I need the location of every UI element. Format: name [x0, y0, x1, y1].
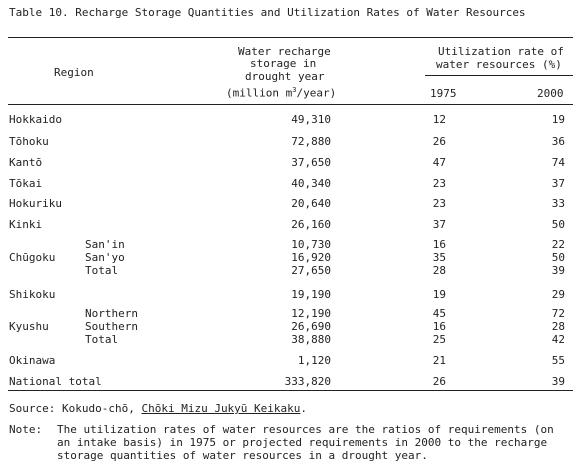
rate-1975-value: 25 [432, 333, 446, 346]
region-name: Tōkai [9, 177, 43, 190]
storage-header-line-3: drought year [245, 70, 325, 83]
rate-2000-value: 50 [551, 218, 565, 231]
rate-1975-value: 37 [432, 218, 446, 231]
rate-2000-value: 22 [551, 238, 565, 251]
rate-2000-value: 33 [551, 197, 565, 210]
storage-value: 26,690 [291, 320, 331, 333]
region-name: Hokuriku [9, 197, 62, 210]
rate-1975-value: 19 [432, 288, 446, 301]
year-1975-header: 1975 [430, 87, 457, 100]
region-header: Region [54, 66, 94, 79]
subregion-name: Total [85, 333, 119, 346]
region-name: Kantō [9, 156, 43, 169]
rate-2000-value: 29 [551, 288, 565, 301]
top-rule [8, 37, 573, 38]
bottom-rule [8, 390, 573, 391]
storage-value: 72,880 [291, 135, 331, 148]
region-name: Kyushu [9, 320, 49, 333]
rate-2000-value: 39 [551, 375, 565, 388]
storage-value: 19,190 [291, 288, 331, 301]
note-label: Note: [9, 423, 43, 436]
utilization-header-rule [425, 75, 573, 76]
note-line-2: an intake basis) in 1975 or projected requirements in 2000 to the recharge [57, 436, 548, 449]
storage-value: 37,650 [291, 156, 331, 169]
storage-value: 16,920 [291, 251, 331, 264]
subregion-name: San'yo [85, 251, 125, 264]
subregion-name: San'in [85, 238, 125, 251]
storage-value: 12,190 [291, 307, 331, 320]
storage-value: 49,310 [291, 113, 331, 126]
storage-value: 333,820 [284, 375, 331, 388]
rate-1975-value: 23 [432, 177, 446, 190]
rate-2000-value: 42 [551, 333, 565, 346]
year-2000-header: 2000 [537, 87, 564, 100]
utilization-header-line-2: water resources (%) [436, 58, 562, 71]
note-line-3: storage quantities of water resources in a drought year. [57, 449, 428, 462]
rate-2000-value: 74 [551, 156, 565, 169]
header-rule [8, 104, 573, 105]
storage-header-line-1: Water recharge [238, 45, 331, 58]
storage-value: 26,160 [291, 218, 331, 231]
rate-1975-value: 47 [432, 156, 446, 169]
rate-1975-value: 12 [432, 113, 446, 126]
region-name: Tōhoku [9, 135, 49, 148]
table-title: Table 10. Recharge Storage Quantities and Utilization Rates of Water Resources [9, 6, 526, 19]
rate-1975-value: 28 [432, 264, 446, 277]
rate-2000-value: 19 [551, 113, 565, 126]
rate-2000-value: 36 [551, 135, 565, 148]
storage-value: 10,730 [291, 238, 331, 251]
source-publisher: Kokudo-chō, [61, 402, 135, 415]
rate-2000-value: 50 [551, 251, 565, 264]
storage-header-unit: (million $m^3/year$) [226, 86, 337, 100]
source-line: Source: Kokudo-chō, Chōki Mizu Jukyū Keikaku. [9, 402, 308, 415]
rate-1975-value: 23 [432, 197, 446, 210]
rate-2000-value: 37 [551, 177, 565, 190]
rate-2000-value: 55 [551, 354, 565, 367]
rate-1975-value: 21 [432, 354, 446, 367]
region-name: Hokkaido [9, 113, 62, 126]
rate-1975-value: 16 [432, 238, 446, 251]
rate-1975-value: 26 [432, 135, 446, 148]
source-work-title: Chōki Mizu Jukyū Keikaku [141, 402, 301, 415]
region-name: Kinki [9, 218, 43, 231]
rate-2000-value: 39 [551, 264, 565, 277]
storage-value: 27,650 [291, 264, 331, 277]
subregion-name: Northern [85, 307, 138, 320]
region-name: Okinawa [9, 354, 56, 367]
rate-2000-value: 28 [551, 320, 565, 333]
region-name: Shikoku [9, 288, 56, 301]
rate-1975-value: 16 [432, 320, 446, 333]
rate-2000-value: 72 [551, 307, 565, 320]
storage-value: 20,640 [291, 197, 331, 210]
storage-header-line-2: storage in [250, 57, 317, 70]
rate-1975-value: 45 [432, 307, 446, 320]
region-name: National total [9, 375, 102, 388]
storage-value: 38,880 [291, 333, 331, 346]
region-name: Chūgoku [9, 251, 56, 264]
subregion-name: Total [85, 264, 119, 277]
note-line-1: The utilization rates of water resources are the ratios of requirements (on [57, 423, 554, 436]
utilization-header-line-1: Utilization rate of [438, 45, 564, 58]
storage-value: 40,340 [291, 177, 331, 190]
rate-1975-value: 26 [432, 375, 446, 388]
storage-value: 1,120 [297, 354, 331, 367]
source-label: Source: [9, 402, 56, 415]
rate-1975-value: 35 [432, 251, 446, 264]
subregion-name: Southern [85, 320, 138, 333]
